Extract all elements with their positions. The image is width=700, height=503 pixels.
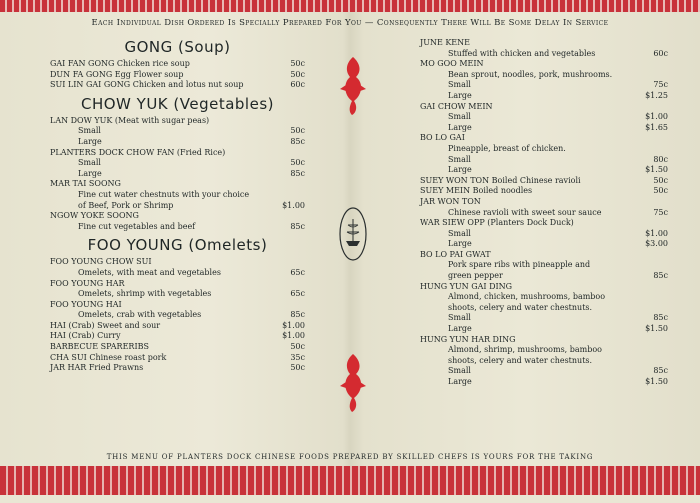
size-row [420,377,668,388]
item-price: $1.50 [645,324,668,334]
size-row [420,324,668,335]
item-name: SUEY MEIN Boiled noodles [420,186,533,196]
item-price: $1.00 [282,200,305,210]
item-price: 65c [290,289,305,299]
item-price: 85c [290,310,305,320]
item-price: 75c [653,80,668,90]
menu-item: FOO YOUNG HAI [50,299,122,309]
size-label: Large [448,324,472,334]
size-label: Small [448,366,471,376]
item-price: 60c [290,80,305,90]
size-label: Small [448,313,471,323]
item-description: Almond, chicken, mushrooms, bamboo [448,292,606,302]
size-row [420,112,668,123]
size-label: Large [448,377,472,386]
size-row [420,155,668,166]
menu-item: FOO YOUNG HAR [50,278,125,288]
menu-item: FOO YOUNG CHOW SUI [50,257,152,267]
menu-item: NGOW YOKE SOONG [50,211,139,221]
bottom-border [0,466,700,503]
item-name: SUEY WON TON Boiled Chinese ravioli [420,175,581,185]
size-label: Large [78,168,102,178]
item-price: 85c [290,136,305,146]
menu-item [50,321,305,332]
left-column [50,38,305,374]
item-description-line: Fine cut vegetables and beef [78,221,196,231]
item-description-line: of Beef, Pork or Shrimp [78,200,174,210]
menu-item [50,80,305,91]
size-row [420,239,668,250]
menu-item [420,176,668,187]
size-row [50,126,305,137]
item-price: 50c [290,342,305,352]
item-price: 85c [653,366,668,376]
item-price: 85c [653,313,668,323]
item-price: 60c [653,48,668,58]
item-price: $1.65 [645,122,668,132]
menu-item [50,363,305,374]
item-description [50,201,305,212]
size-label: Small [448,154,471,164]
menu-item: GAI CHOW MEIN [420,101,493,111]
section-title-gong: GONG (Soup) [124,38,231,56]
size-row [420,165,668,176]
item-description [420,49,668,60]
item-price: 80c [653,154,668,164]
item-price: 65c [290,267,305,277]
item-price: 75c [653,207,668,217]
menu-item [50,353,305,364]
menu-item: JUNE KENE [420,38,470,47]
section-title-foo-young: FOO YOUNG (Omelets) [87,236,268,255]
item-price: $1.00 [282,320,305,330]
item-name: BARBECUE SPARERIBS [50,342,149,352]
item-description [420,271,668,282]
menu-item: MAR TAI SOONG [50,179,121,189]
size-label: Small [448,228,471,238]
item-price: $3.00 [645,239,668,249]
size-row [420,123,668,134]
menu-item [420,186,668,197]
item-description-line: Omelets, crab with vegetables [78,310,202,320]
item-price: $1.00 [645,228,668,238]
size-label: Large [448,90,472,100]
size-label: Small [78,126,101,136]
menu-item [50,59,305,70]
item-price: 85c [653,271,668,281]
red-fish-ornament-bottom [340,352,366,414]
size-row [420,229,668,240]
menu-item: BO LO PAI GWAT [420,249,491,259]
item-description: Bean sprout, noodles, pork, mushrooms. [448,69,613,79]
item-description: Almond, shrimp, mushrooms, bamboo [448,345,602,355]
size-label: Large [78,136,102,146]
ship-emblem [338,205,368,263]
item-price: $1.50 [645,165,668,175]
item-price: $1.50 [645,377,668,386]
item-price: 50c [290,59,305,68]
item-description-line: Chinese ravioli with sweet sour sauce [448,207,602,217]
item-description: shoots, celery and water chestnuts. [448,355,593,365]
item-price: $1.00 [645,112,668,122]
item-name: HAI (Crab) Sweet and sour [50,320,161,330]
size-label: Large [448,239,472,249]
menu-item: JAR WON TON [420,196,481,206]
menu-item: PLANTERS DOCK CHOW FAN (Fried Rice) [50,147,226,157]
size-label: Large [448,122,472,132]
size-row [50,169,305,180]
item-name: SUI LIN GAI GONG Chicken and lotus nut soup [50,80,244,90]
menu-item [50,342,305,353]
size-label: Small [448,112,471,122]
item-price: $1.00 [282,331,305,341]
item-description: Fine cut water chestnuts with your choice [78,189,250,199]
item-price: 50c [290,126,305,136]
item-description: shoots, celery and water chestnuts. [448,302,593,312]
top-border [0,0,700,12]
size-row [420,313,668,324]
item-description [50,268,305,279]
menu-item: BO LO GAI [420,133,465,143]
item-description [50,222,305,233]
item-price: 50c [653,186,668,196]
item-description [50,289,305,300]
size-label: Small [448,80,471,90]
item-name: CHA SUI Chinese roast pork [50,352,167,362]
section-title-chow-yuk: CHOW YUK (Vegetables) [81,94,274,113]
item-price: 35c [290,352,305,362]
item-description-line: Stuffed with chicken and vegetables [448,48,596,58]
menu-item: HUNG YUN GAI DING [420,281,513,291]
item-name: HAI (Crab) Curry [50,331,121,341]
item-description-line: Omelets, shrimp with vegetables [78,289,212,299]
right-column [420,38,668,388]
size-row [420,366,668,377]
item-price: 85c [290,168,305,178]
menu-item: HUNG YUN HAR DING [420,334,516,344]
size-label: Small [78,158,101,168]
menu-header: Each Individual Dish Ordered Is Specially Prepared For You — Consequently There Will Be Some Delay In Service [91,18,609,28]
item-price: 50c [290,158,305,168]
item-description [50,310,305,321]
item-price: 50c [290,363,305,373]
item-price: 85c [290,221,305,231]
item-description-line: Omelets, with meat and vegetables [78,267,221,277]
item-price: $1.25 [645,90,668,100]
item-description [420,208,668,219]
size-row [50,158,305,169]
item-name: GAI FAN GONG Chicken rice soup [50,59,190,68]
item-description: Pork spare ribs with pineapple and [448,260,591,270]
menu-footer: THIS MENU OF PLANTERS DOCK CHINESE FOODS PREPARED BY SKILLED CHEFS IS YOURS FOR THE TAKING [106,453,594,461]
item-description: Pineapple, breast of chicken. [448,143,566,153]
item-description-line: green pepper [448,271,503,281]
menu-item: LAN DOW YUK (Meat with sugar peas) [50,115,210,125]
menu-item [50,70,305,81]
size-label: Large [448,165,472,175]
item-price: 50c [290,69,305,79]
item-price: 50c [653,175,668,185]
red-fish-ornament-top [340,55,366,117]
size-row [420,91,668,102]
size-row [420,80,668,91]
menu-item: MO GOO MEIN [420,59,484,69]
menu-item: WAR SIEW OPP (Planters Dock Duck) [420,218,574,228]
item-name: JAR HAR Fried Prawns [50,363,144,373]
size-row [50,137,305,148]
item-name: DUN FA GONG Egg Flower soup [50,69,184,79]
menu-item [50,331,305,342]
